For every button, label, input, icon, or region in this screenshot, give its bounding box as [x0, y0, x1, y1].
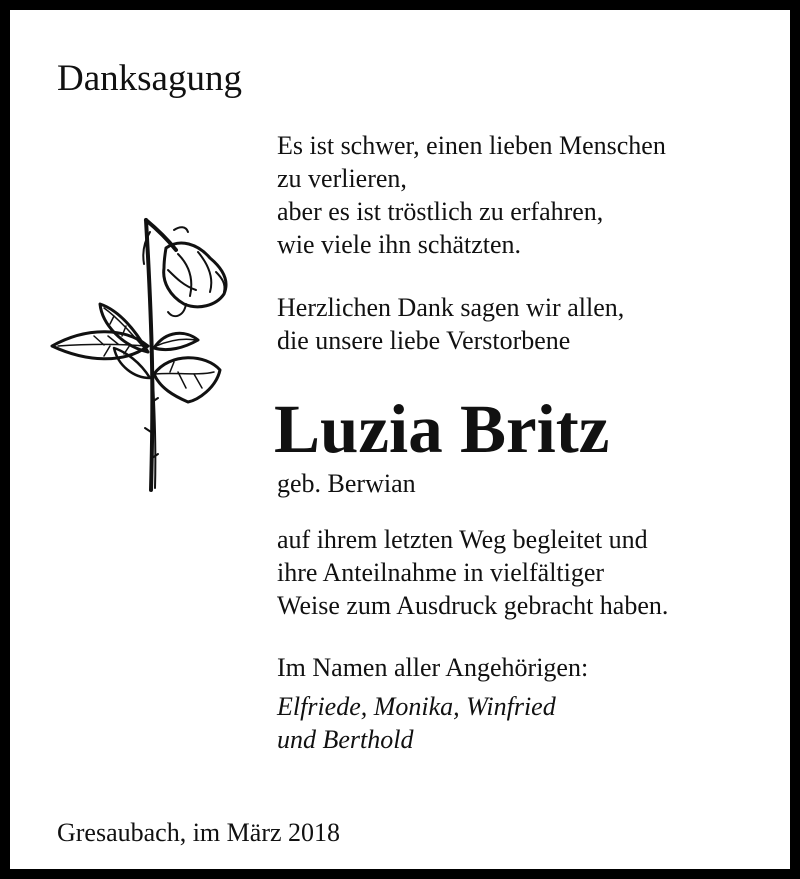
gratitude-line: Weise zum Ausdruck gebracht haben. [277, 591, 669, 620]
gratitude-block [277, 523, 668, 622]
thanks-line: Herzlichen Dank sagen wir allen, [277, 293, 625, 322]
signers-block [277, 690, 556, 756]
gratitude-line: ihre Anteilnahme in vielfältiger [277, 558, 605, 587]
deceased-name: Luzia Britz [274, 391, 610, 467]
quote-block [277, 129, 666, 261]
quote-line: zu verlieren, [277, 164, 407, 193]
thanks-line: die unsere liebe Verstorbene [277, 326, 571, 355]
thanks-block [277, 291, 624, 357]
heading: Danksagung [57, 58, 242, 99]
family-intro-text: Im Namen aller Angehörigen: [277, 653, 589, 682]
signers-line: Elfriede, Monika, Winfried [277, 692, 556, 721]
quote-line: Es ist schwer, einen lieben Menschen [277, 131, 666, 160]
quote-line: aber es ist tröstlich zu erfahren, [277, 197, 604, 226]
quote-line: wie viele ihn schätzten. [277, 230, 522, 259]
signers-line: und Berthold [277, 725, 414, 754]
family-intro [277, 651, 588, 684]
place-date: Gresaubach, im März 2018 [57, 818, 341, 847]
gratitude-line: auf ihrem letzten Weg begleitet und [277, 525, 648, 554]
birth-name [277, 467, 416, 500]
birth-name-text: geb. Berwian [277, 469, 416, 498]
wilted-rose-icon [48, 212, 233, 497]
